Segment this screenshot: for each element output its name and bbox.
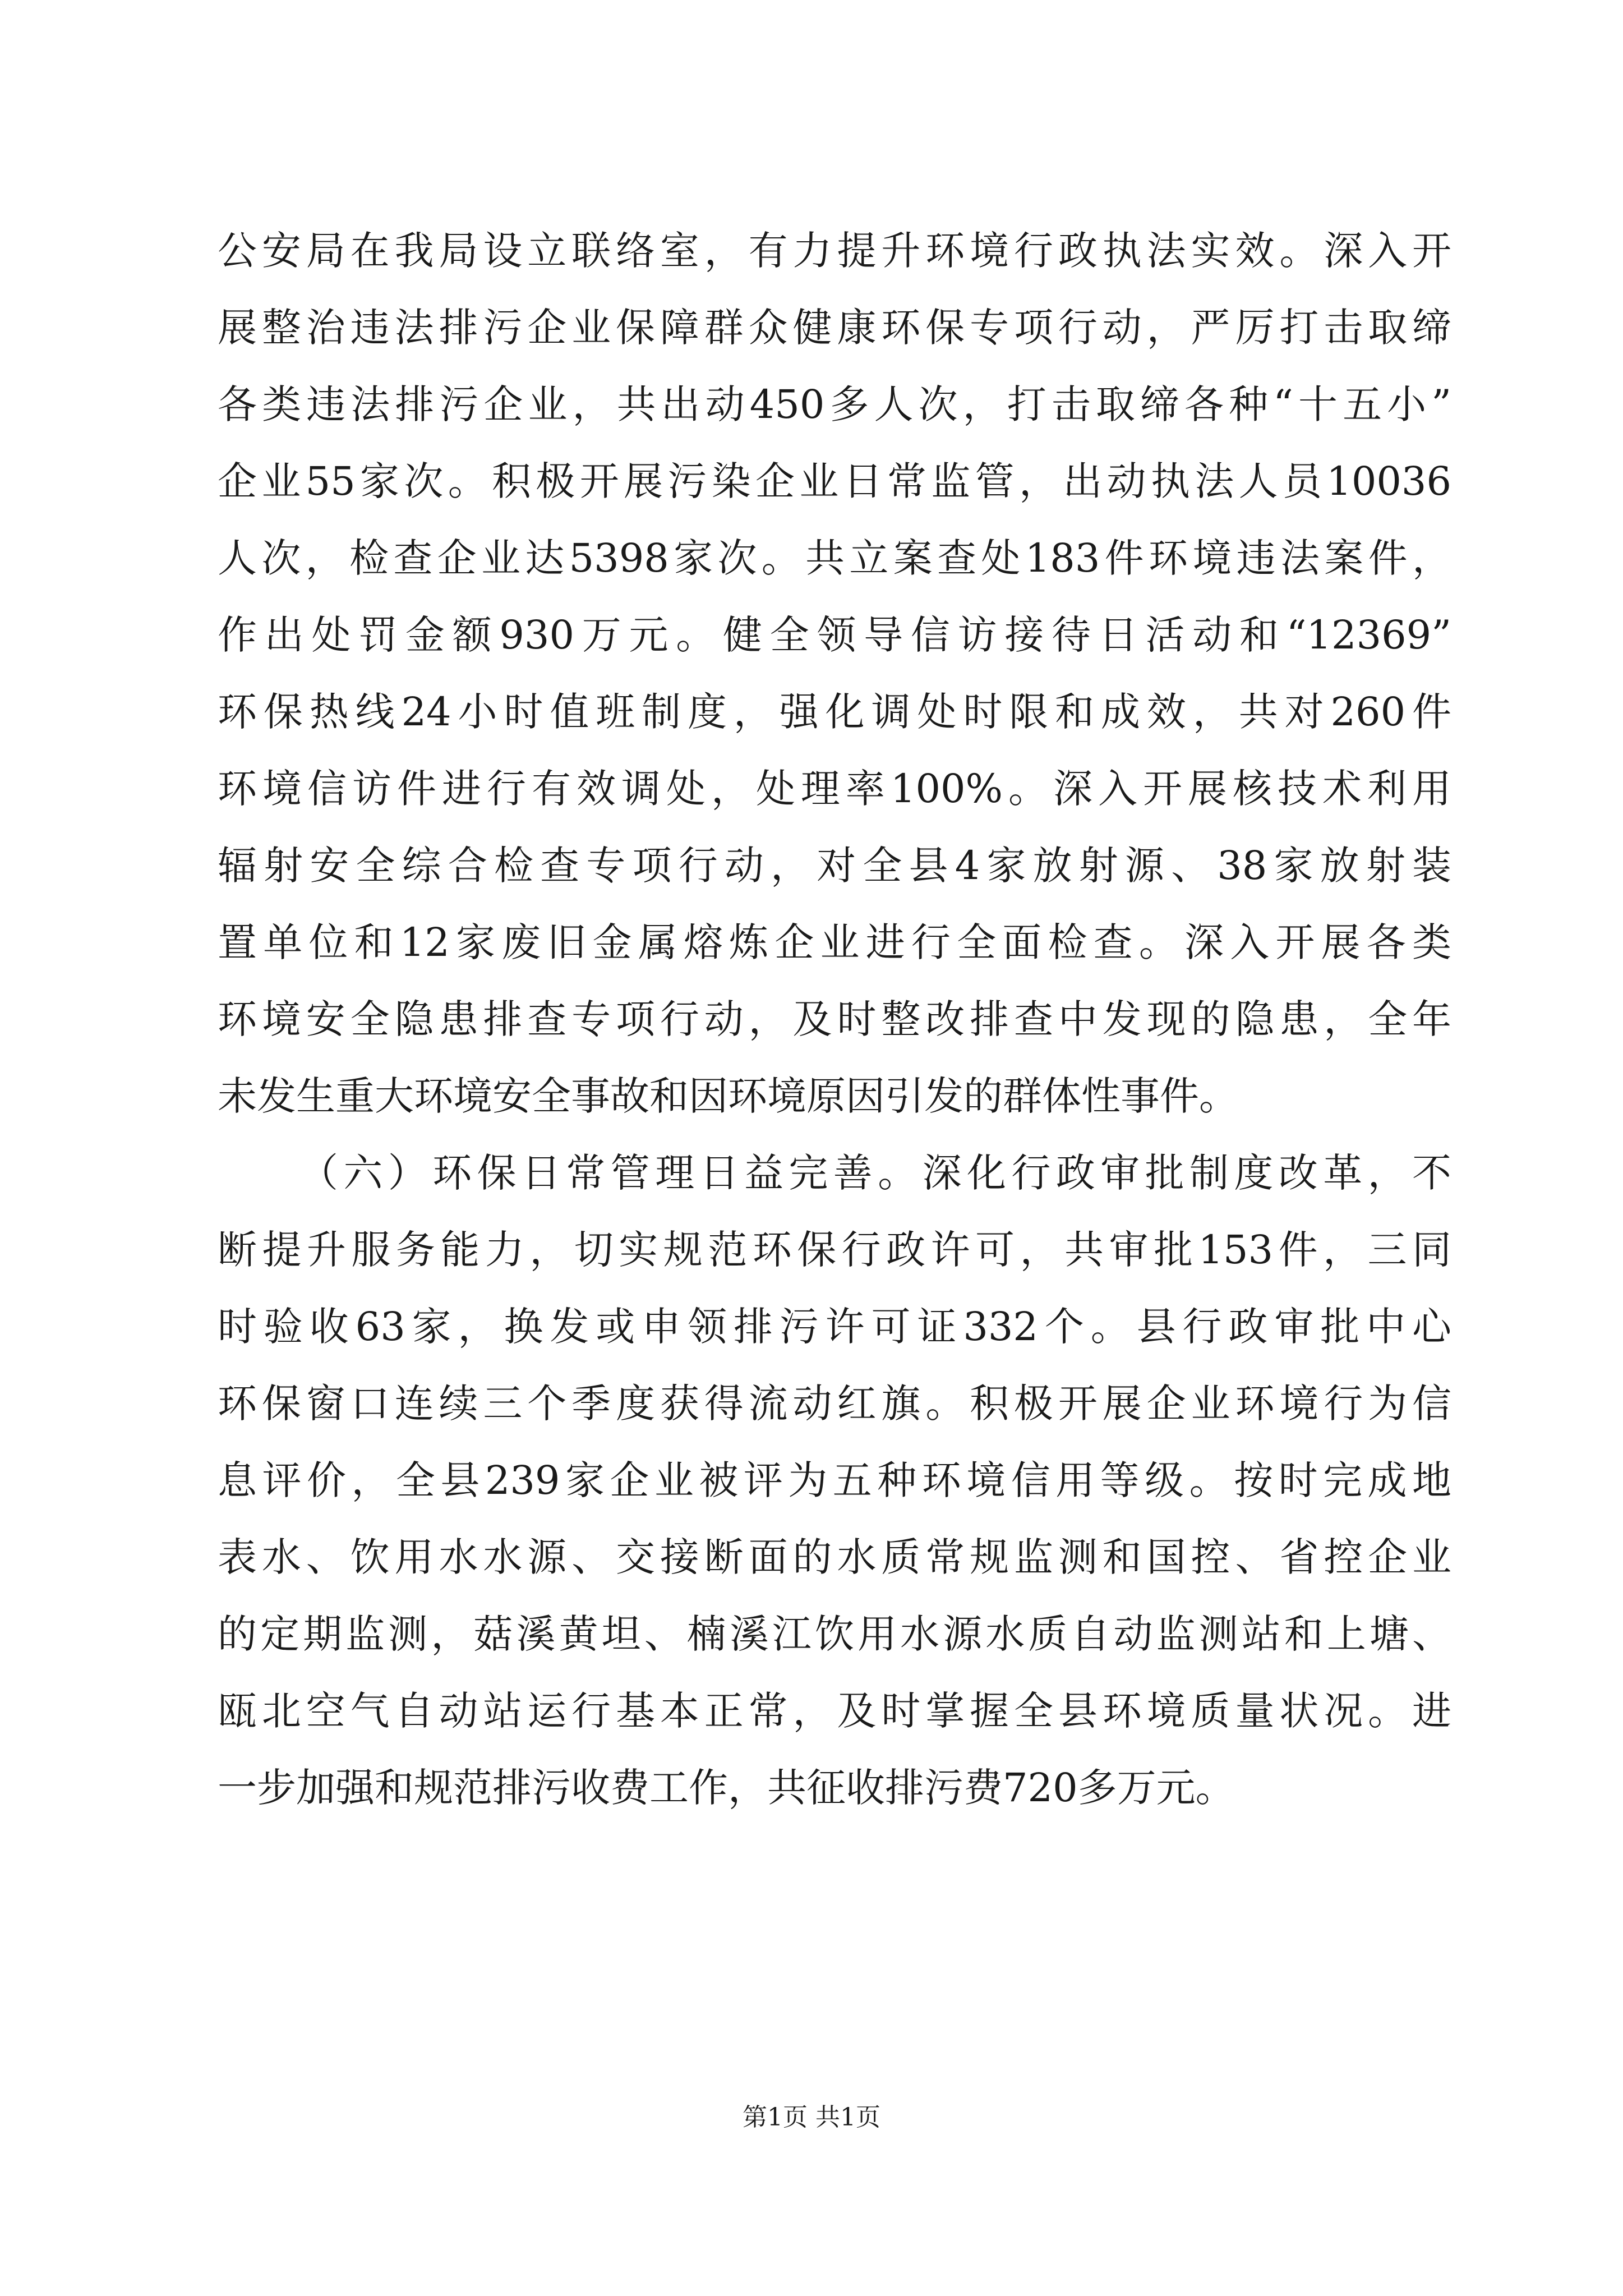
paragraph-line: 息评价，全县239家企业被评为五种环境信用等级。按时完成地 [218, 1457, 1451, 1503]
paragraph-line: 一步加强和规范排污收费工作，共征收排污费720多万元。 [218, 1765, 1235, 1811]
paragraph-line: 的定期监测，菇溪黄坦、楠溪江饮用水源水质自动监测站和上塘、 [218, 1611, 1451, 1657]
paragraph-line: 展整治违法排污企业保障群众健康环保专项行动，严厉打击取缔 [218, 305, 1451, 351]
paragraph-line: 时验收63家，换发或申领排污许可证332个。县行政审批中心 [218, 1304, 1451, 1350]
paragraph-line: 环保窗口连续三个季度获得流动红旗。积极开展企业环境行为信 [218, 1381, 1451, 1427]
paragraph-line: 瓯北空气自动站运行基本正常，及时掌握全县环境质量状况。进 [218, 1688, 1451, 1734]
paragraph-line: 表水、饮用水水源、交接断面的水质常规监测和国控、省控企业 [218, 1534, 1451, 1580]
paragraph-line: 人次，检查企业达5398家次。共立案查处183件环境违法案件， [218, 535, 1451, 581]
paragraph-line: 未发生重大环境安全事故和因环境原因引发的群体性事件。 [218, 1073, 1238, 1119]
paragraph-line: 环境安全隐患排查专项行动，及时整改排查中发现的隐患，全年 [218, 996, 1451, 1042]
paragraph-line: 置单位和12家废旧金属熔炼企业进行全面检查。深入开展各类 [218, 919, 1451, 965]
paragraph-line: 辐射安全综合检查专项行动，对全县4家放射源、38家放射装 [218, 843, 1451, 889]
paragraph-line: 断提升服务能力，切实规范环保行政许可，共审批153件，三同 [218, 1227, 1451, 1273]
paragraph-line: 环保热线24小时值班制度，强化调处时限和成效，共对260件 [218, 689, 1451, 735]
paragraph-line: 各类违法排污企业，共出动450多人次，打击取缔各种“十五小” [218, 381, 1451, 427]
paragraph-line: 企业55家次。积极开展污染企业日常监管，出动执法人员10036 [218, 458, 1451, 504]
page-footer: 第1页 共1页 [743, 2103, 880, 2132]
paragraph-line: 环境信访件进行有效调处，处理率100%。深入开展核技术利用 [218, 766, 1451, 812]
paragraph-line: 作出处罚金额930万元。健全领导信访接待日活动和“12369” [218, 612, 1451, 658]
paragraph-line: （六）环保日常管理日益完善。深化行政审批制度改革，不 [299, 1150, 1451, 1196]
paragraph-line: 公安局在我局设立联络室，有力提升环境行政执法实效。深入开 [218, 228, 1451, 274]
